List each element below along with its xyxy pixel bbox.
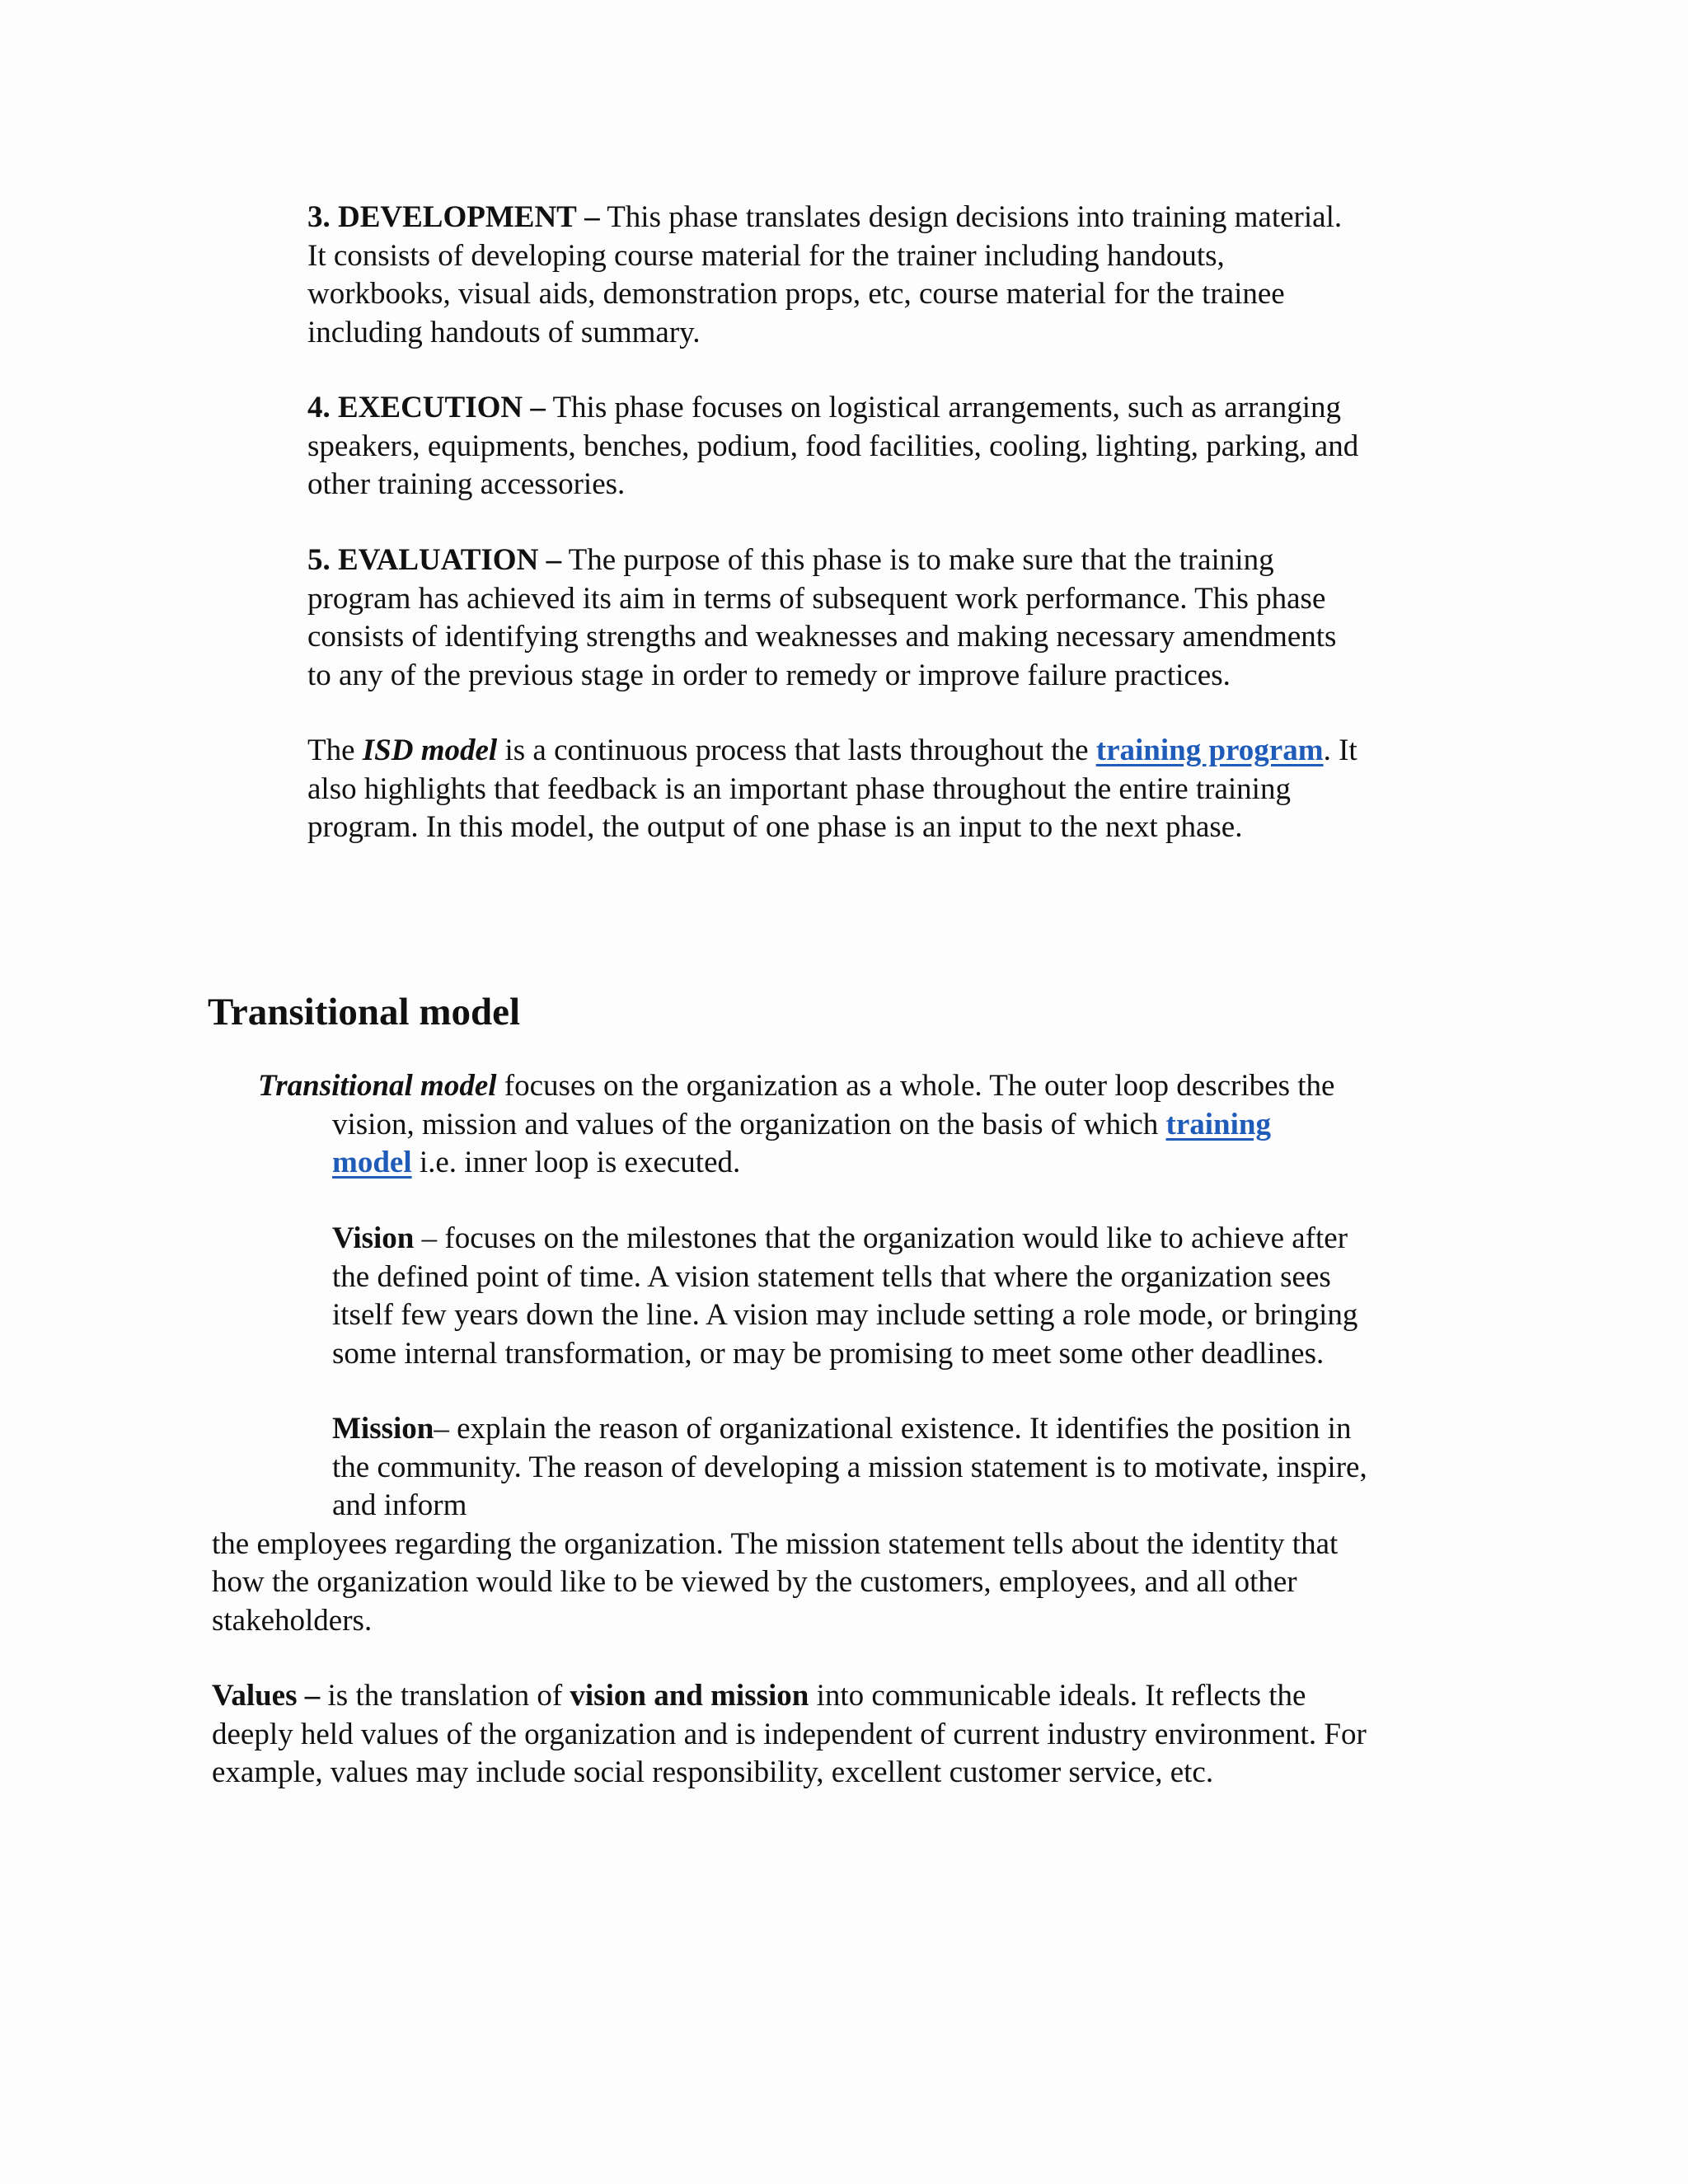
vision-text-1: focuses on the milestones that the organization would like to achieve after [444, 1221, 1348, 1255]
transitional-line-3 [258, 1144, 1334, 1183]
mission-dash: – [434, 1412, 449, 1446]
mission-line-3: and inform [332, 1488, 467, 1522]
development-line-4: including handouts of summary. [307, 315, 701, 349]
evaluation-line-1 [307, 541, 1336, 580]
transitional-term: Transitional model [258, 1069, 497, 1103]
isd-line-1 [307, 732, 1357, 771]
development-text-1: This phase translates design decisions into training material. [607, 200, 1343, 234]
evaluation-label: 5. EVALUATION [307, 543, 539, 577]
mission-label: Mission [332, 1412, 434, 1446]
development-line-1 [307, 199, 1342, 237]
transitional-line-1 [258, 1067, 1334, 1106]
mission-line-5: how the organization would like to be viewed by the customers, employees, and all other [212, 1565, 1297, 1599]
development-line-3: workbooks, visual aids, demonstration props, etc, course material for the trainee [307, 277, 1285, 311]
development-label: 3. DEVELOPMENT [307, 200, 577, 234]
execution-line-2: speakers, equipments, benches, podium, food facilities, cooling, lighting, parking, and [307, 429, 1359, 463]
vision-line-2: the defined point of time. A vision statement tells that where the organization sees [332, 1259, 1331, 1294]
vision-line-4: some internal transformation, or may be promising to meet some other deadlines. [332, 1336, 1325, 1371]
isd-term: ISD model [362, 733, 498, 767]
values-dash: – [304, 1679, 321, 1713]
execution-line-3: other training accessories. [307, 467, 626, 501]
isd-line-3: program. In this model, the output of one phase is an input to the next phase. [307, 810, 1243, 844]
mission-line-2: the community. The reason of developing a mission statement is to motivate, inspire, [332, 1450, 1367, 1484]
values-text-1b: into communicable ideals. It reflects the [816, 1679, 1306, 1713]
execution-text-1: This phase focuses on logistical arrangements, such as arranging [552, 391, 1342, 424]
development-dash: – [584, 200, 600, 234]
transitional-text-1: focuses on the organization as a whole. The outer loop describes the [504, 1069, 1335, 1103]
values-line-1 [212, 1677, 1367, 1716]
transitional-text-2: vision, mission and values of the organization on the basis of which [332, 1107, 1159, 1141]
evaluation-line-2: program has achieved its aim in terms of subsequent work performance. This phase [307, 581, 1326, 616]
vision-dash: – [421, 1221, 438, 1255]
development-line-2: It consists of developing course material for the trainer including handouts, [307, 238, 1225, 273]
execution-line-1 [307, 389, 1358, 428]
mission-text-1: explain the reason of organizational existence. It identifies the position in [457, 1412, 1352, 1446]
isd-post: . It [1323, 733, 1357, 767]
isd-pre: The [307, 733, 355, 767]
values-line-2: deeply held values of the organization and is independent of current industry environment. For [212, 1717, 1367, 1751]
transitional-line-2 [258, 1106, 1334, 1145]
vision-label: Vision [332, 1221, 415, 1255]
execution-label: 4. EXECUTION [307, 391, 523, 424]
training-model-link-part-1[interactable]: training [1165, 1107, 1271, 1141]
isd-paragraph [307, 732, 1357, 847]
execution-dash: – [530, 391, 546, 424]
isd-line-2: also highlights that feedback is an important phase throughout the entire training [307, 771, 1291, 806]
vision-paragraph [332, 1220, 1357, 1373]
transitional-paragraph [258, 1067, 1334, 1183]
training-model-link-part-2[interactable]: model [332, 1146, 412, 1179]
values-text-1a: is the translation of [327, 1679, 563, 1713]
mission-paragraph [212, 1410, 1367, 1640]
training-program-link[interactable]: training program [1095, 733, 1324, 767]
section-heading-transitional-model: Transitional model [208, 991, 521, 1033]
execution-paragraph [307, 389, 1358, 504]
isd-mid: is a continuous process that lasts throughout the [504, 733, 1089, 767]
mission-line-1 [332, 1410, 1367, 1449]
evaluation-line-3: consists of identifying strengths and weaknesses and making necessary amendments [307, 620, 1337, 654]
vision-line-1 [332, 1220, 1357, 1258]
evaluation-line-4: to any of the previous stage in order to remedy or improve failure practices. [307, 658, 1231, 692]
mission-line-4: the employees regarding the organization. The mission statement tells about the identity that [212, 1526, 1339, 1561]
values-label: Values [212, 1679, 298, 1713]
values-line-3: example, values may include social responsibility, excellent customer service, etc. [212, 1755, 1214, 1789]
mission-line-6: stakeholders. [212, 1603, 373, 1638]
values-bold-phrase: vision and mission [570, 1679, 809, 1713]
evaluation-paragraph [307, 541, 1336, 695]
evaluation-dash: – [546, 543, 562, 577]
transitional-text-3: i.e. inner loop is executed. [419, 1146, 741, 1179]
vision-line-3: itself few years down the line. A vision may include setting a role mode, or bringing [332, 1298, 1358, 1332]
development-paragraph [307, 199, 1342, 352]
values-paragraph [212, 1677, 1367, 1793]
evaluation-text-1: The purpose of this phase is to make sure that the training [568, 543, 1274, 577]
